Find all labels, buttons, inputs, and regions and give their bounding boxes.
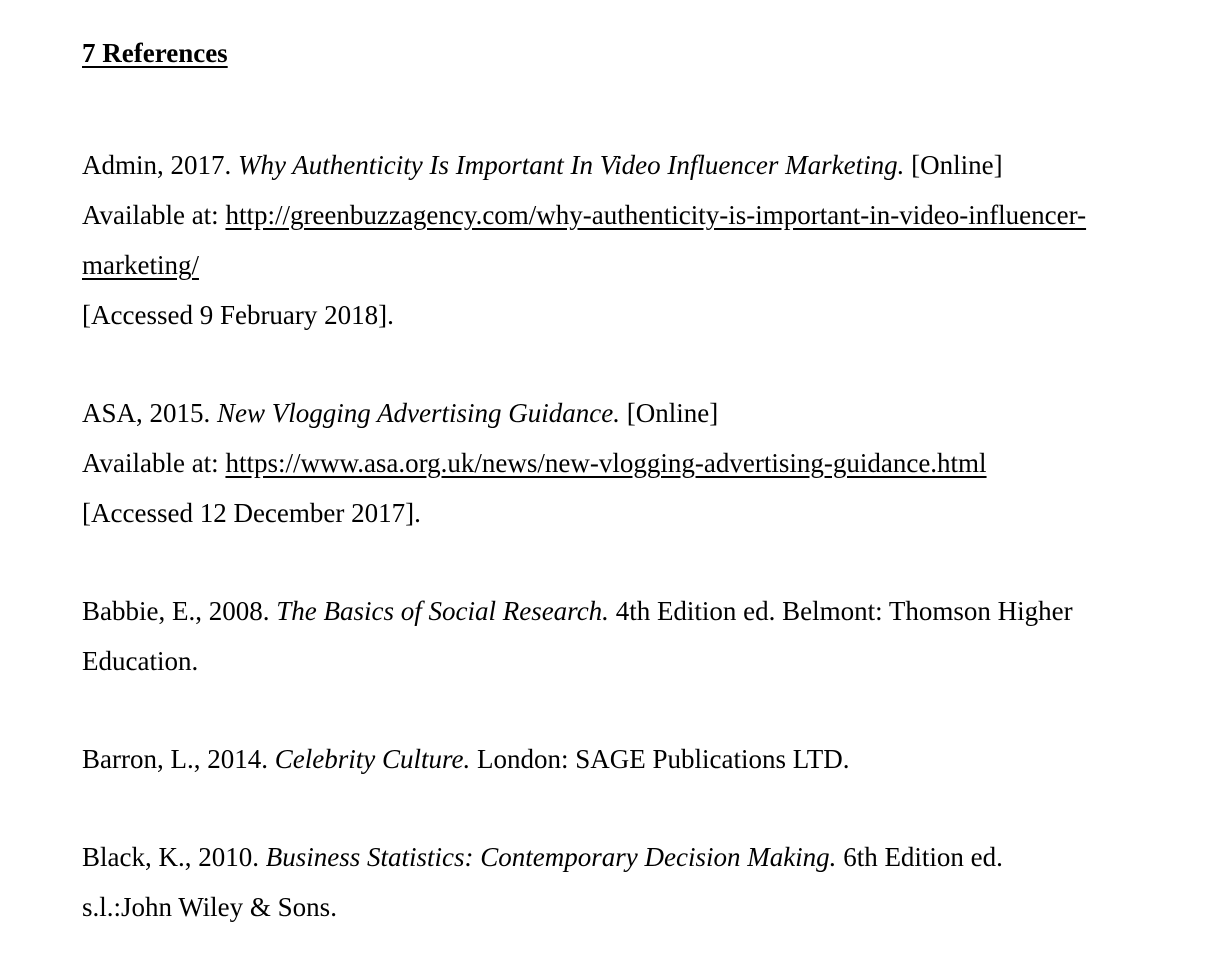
reference-edition: 6th Edition ed. xyxy=(836,842,1003,872)
reference-babbie-2008 xyxy=(82,586,1172,686)
reference-publisher-continued: Education. xyxy=(82,646,199,676)
reference-author-year: Babbie, E., 2008. xyxy=(82,596,277,626)
reference-medium: [Online] xyxy=(619,398,719,428)
reference-available-label: Available at: xyxy=(82,200,226,230)
reference-url-link[interactable]: http://greenbuzzagency.com/why-authenticity-is-important-in-video-influencer- xyxy=(225,200,1087,230)
reference-author-year: Black, K., 2010. xyxy=(82,842,266,872)
reference-url-link-continued[interactable]: marketing/ xyxy=(82,250,199,280)
reference-admin-2017 xyxy=(82,140,1172,340)
reference-list xyxy=(82,140,1172,980)
reference-author-year: ASA, 2015. xyxy=(82,398,218,428)
reference-medium: [Online] xyxy=(904,150,1003,180)
reference-accessed: [Accessed 12 December 2017]. xyxy=(82,498,421,528)
reference-publisher: 4th Edition ed. Belmont: Thomson Higher xyxy=(608,596,1073,626)
reference-accessed: [Accessed 9 February 2018]. xyxy=(82,300,394,330)
reference-title: Why Authenticity Is Important In Video Influencer Marketing. xyxy=(238,150,905,180)
reference-author-year: Admin, 2017. xyxy=(82,150,239,180)
reference-barron-2014 xyxy=(82,734,1172,784)
reference-asa-2015 xyxy=(82,388,1172,538)
reference-author-year: Barron, L., 2014. xyxy=(82,744,275,774)
reference-black-2010 xyxy=(82,832,1172,932)
reference-title: The Basics of Social Research. xyxy=(276,596,609,626)
reference-url-link[interactable]: https://www.asa.org.uk/news/new-vlogging-advertising-guidance.html xyxy=(225,448,987,478)
reference-title: Celebrity Culture. xyxy=(274,744,471,774)
reference-title: New Vlogging Advertising Guidance. xyxy=(217,398,620,428)
reference-publisher: London: SAGE Publications LTD. xyxy=(470,744,850,774)
references-heading: 7 References xyxy=(82,38,228,68)
reference-available-label: Available at: xyxy=(82,448,226,478)
reference-publisher: s.l.:John Wiley & Sons. xyxy=(82,892,337,922)
reference-title: Business Statistics: Contemporary Decision Making. xyxy=(265,842,837,872)
